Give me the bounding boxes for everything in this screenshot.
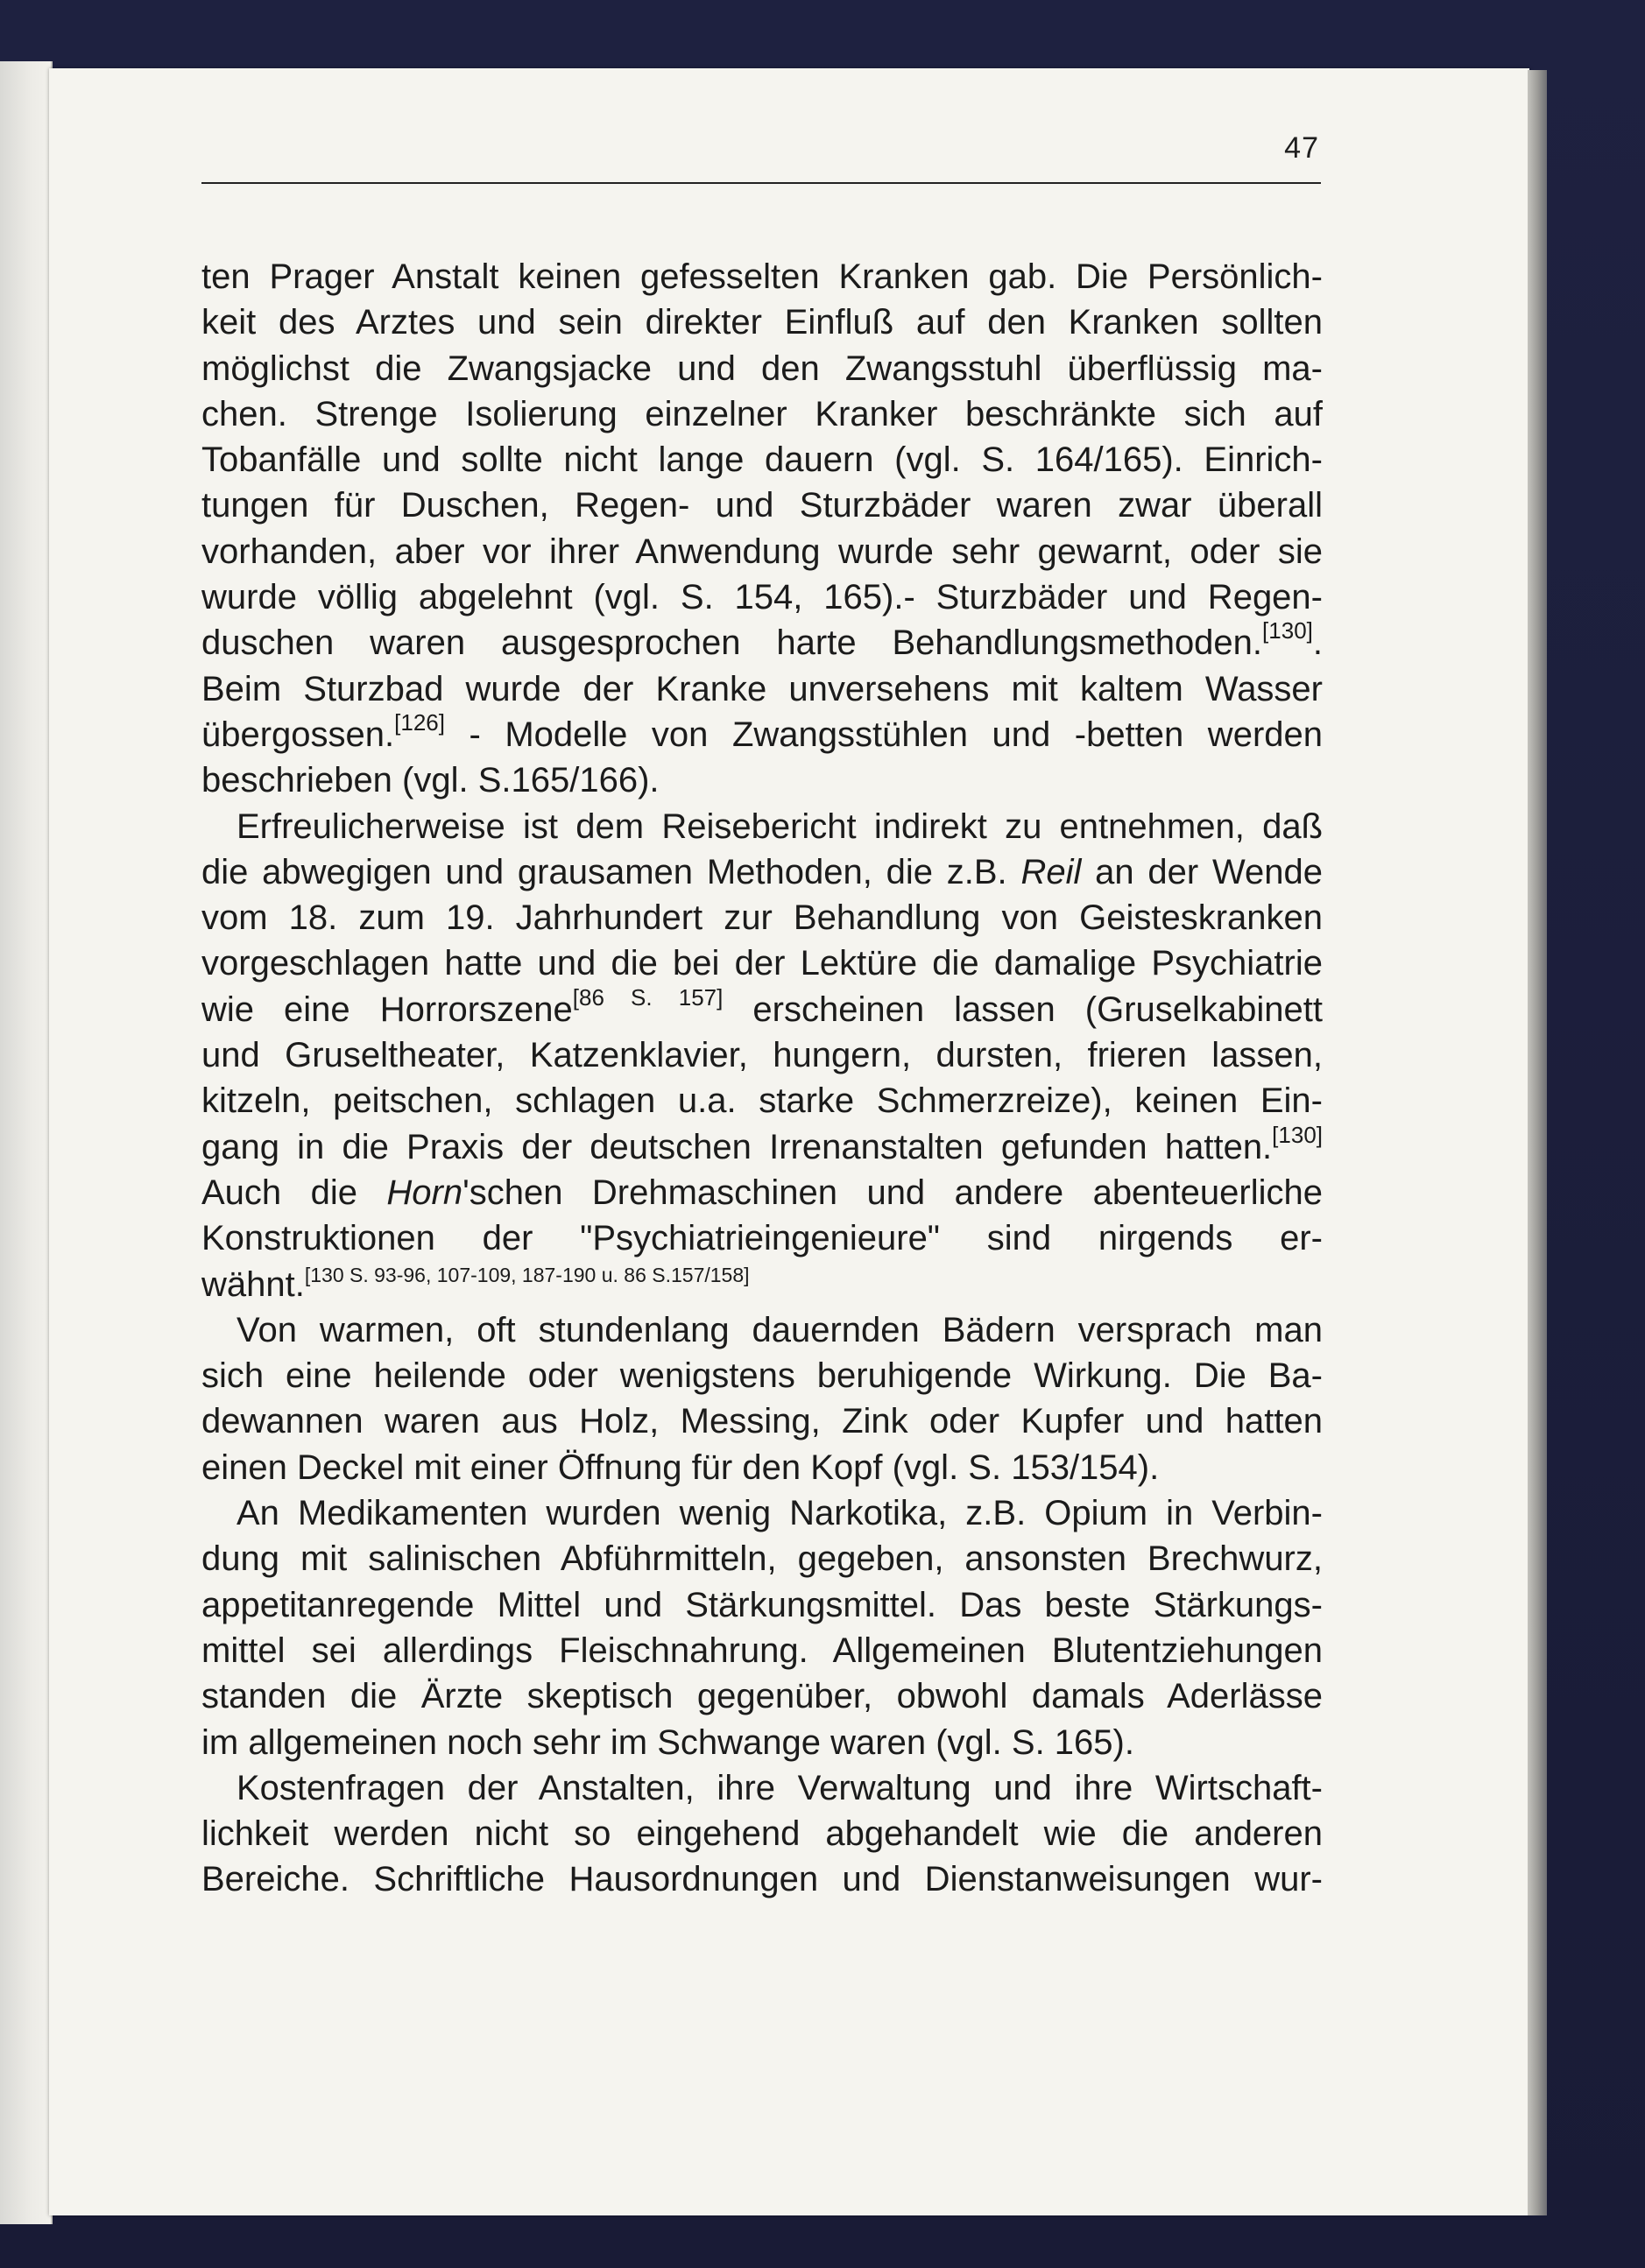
- text-line: Beim Sturzbad wurde der Kranke unversehens mit kaltem Wasser: [201, 669, 1323, 708]
- text-line: kitzeln, peitschen, schlagen u.a. starke Schmerzreize), keinen Ein-: [201, 1081, 1323, 1121]
- left-page-edge: [0, 61, 53, 2224]
- line-text: an der Wende: [1081, 852, 1323, 891]
- line-text: erscheinen lassen (Gruselkabinett: [723, 990, 1323, 1029]
- line-text: duschen waren ausgesprochen harte Behandlungsmethoden.: [201, 623, 1263, 663]
- text-line: [201, 617, 1323, 666]
- text-line: ten Prager Anstalt keinen gefesselten Kranken gab. Die Persönlich-: [201, 257, 1323, 296]
- page-number: 47: [1284, 131, 1319, 165]
- text-line: [201, 983, 1323, 1032]
- line-text: Auch die: [201, 1173, 387, 1212]
- citation-superscript: [86 S. 157]: [572, 983, 724, 1011]
- line-text: wähnt.: [201, 1264, 305, 1304]
- line-text: .: [1312, 623, 1323, 663]
- text-line: einen Deckel mit einer Öffnung für den Kopf (vgl. S. 153/154).: [201, 1447, 1160, 1487]
- text-line: [201, 849, 1323, 895]
- text-line: im allgemeinen noch sehr im Schwange waren (vgl. S. 165).: [201, 1722, 1134, 1762]
- text-line: Erfreulicherweise ist dem Reisebericht indirekt zu entnehmen, daß: [237, 806, 1323, 846]
- citation-superscript: [130]: [1262, 617, 1313, 644]
- body-text: [201, 254, 1323, 1903]
- text-line: [201, 1170, 1323, 1215]
- citation-superscript: [130]: [1272, 1121, 1323, 1148]
- line-text: übergossen.: [201, 715, 395, 754]
- italic-name: Reil: [1020, 852, 1082, 891]
- text-line: vom 18. zum 19. Jahrhundert zur Behandlung von Geisteskranken: [201, 898, 1323, 938]
- text-line: dewannen waren aus Holz, Messing, Zink oder Kupfer und hatten: [201, 1402, 1323, 1441]
- text-line: Bereiche. Schriftliche Hausordnungen und Dienstanweisungen wur-: [201, 1860, 1323, 1899]
- line-text: 'schen Drehmaschinen und andere abenteuerliche: [462, 1173, 1323, 1212]
- text-line: vorgeschlagen hatte und die bei der Lektüre die damalige Psychiatrie: [201, 944, 1323, 983]
- italic-name: Horn: [386, 1173, 463, 1212]
- line-text: wie eine Horrorszene: [201, 990, 573, 1029]
- text-line: [201, 1262, 1323, 1307]
- text-line: Von warmen, oft stundenlang dauernden Bädern versprach man: [237, 1310, 1323, 1349]
- page-stack-edge: [1528, 70, 1547, 2215]
- text-line: dung mit salinischen Abführmitteln, gegeben, ansonsten Brechwurz,: [201, 1539, 1323, 1579]
- text-line: beschrieben (vgl. S.165/166).: [201, 761, 660, 800]
- text-line: [201, 708, 1323, 757]
- text-line: mittel sei allerdings Fleischnahrung. Allgemeinen Blutentziehungen: [201, 1631, 1323, 1670]
- text-line: An Medikamenten wurden wenig Narkotika, z.B. Opium in Verbin-: [237, 1494, 1323, 1533]
- header-rule: [201, 182, 1321, 184]
- text-line: tungen für Duschen, Regen- und Sturzbäder waren zwar überall: [201, 486, 1323, 525]
- text-line: standen die Ärzte skeptisch gegenüber, obwohl damals Aderlässe: [201, 1677, 1323, 1716]
- text-line: vorhanden, aber vor ihrer Anwendung wurde sehr gewarnt, oder sie: [201, 532, 1323, 571]
- text-line: lichkeit werden nicht so eingehend abgehandelt wie die anderen: [201, 1814, 1323, 1854]
- citation-superscript: [130 S. 93-96, 107-109, 187-190 u. 86 S.157/158]: [304, 1263, 750, 1286]
- text-line: sich eine heilende oder wenigstens beruhigende Wirkung. Die Ba-: [201, 1356, 1323, 1396]
- text-line: Kostenfragen der Anstalten, ihre Verwaltung und ihre Wirtschaft-: [237, 1768, 1323, 1807]
- text-line: keit des Arztes und sein direkter Einfluß auf den Kranken sollten: [201, 303, 1323, 342]
- text-line: möglichst die Zwangsjacke und den Zwangsstuhl überflüssig ma-: [201, 349, 1323, 388]
- text-line: chen. Strenge Isolierung einzelner Kranker beschränkte sich auf: [201, 394, 1323, 433]
- text-line: Tobanfälle und sollte nicht lange dauern (vgl. S. 164/165). Einrich-: [201, 440, 1323, 480]
- text-line: und Gruseltheater, Katzenklavier, hungern, dursten, frieren lassen,: [201, 1036, 1323, 1075]
- citation-superscript: [126]: [394, 708, 445, 736]
- text-line: wurde völlig abgelehnt (vgl. S. 154, 165).- Sturzbäder und Regen-: [201, 578, 1323, 617]
- line-text: - Modelle von Zwangsstühlen und -betten werden: [444, 715, 1323, 754]
- line-text: die abwegigen und grausamen Methoden, die z.B.: [201, 852, 1021, 891]
- text-line: appetitanregende Mittel und Stärkungsmittel. Das beste Stärkungs-: [201, 1585, 1323, 1624]
- line-text: gang in die Praxis der deutschen Irrenanstalten gefunden hatten.: [201, 1127, 1273, 1166]
- text-line: [201, 1121, 1323, 1170]
- text-line: Konstruktionen der "Psychiatrieingenieure" sind nirgends er-: [201, 1219, 1323, 1258]
